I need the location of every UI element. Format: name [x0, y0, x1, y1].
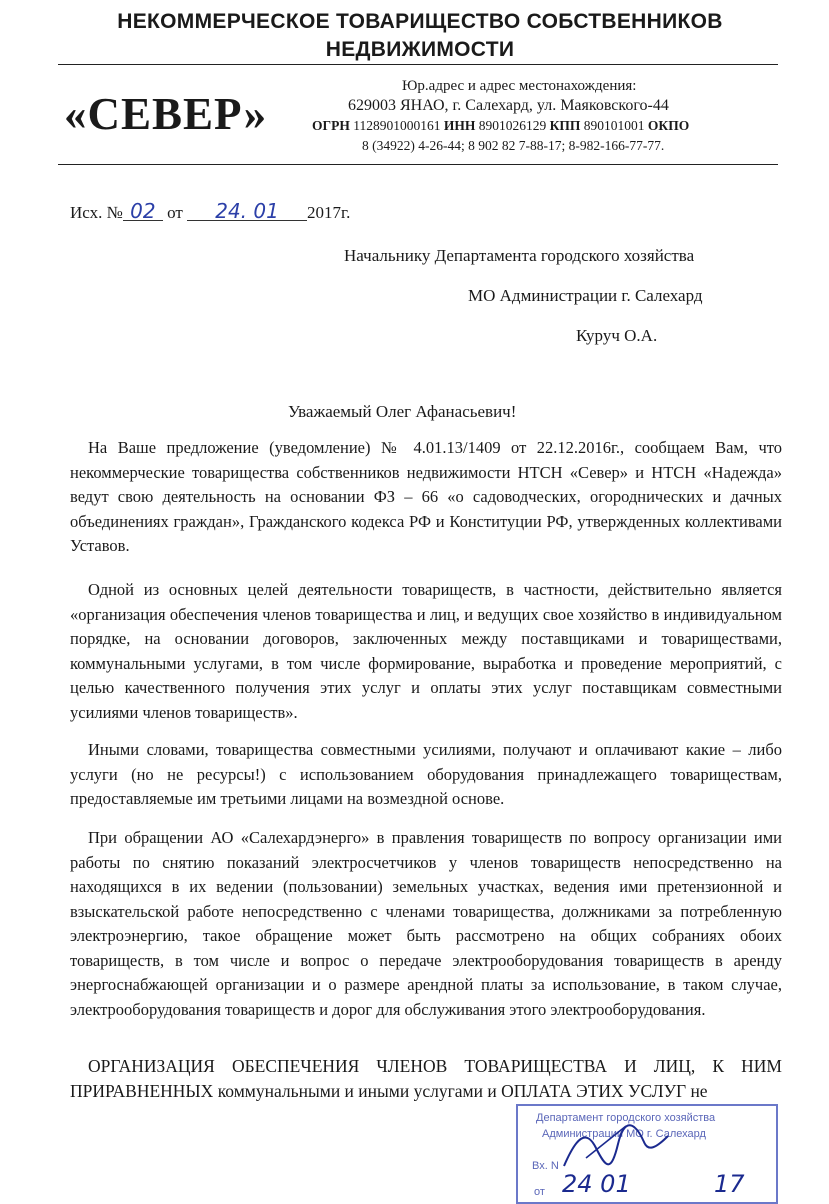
- address: 629003 ЯНАО, г. Салехард, ул. Маяковского-44: [348, 97, 669, 114]
- stamp-in-label: Вх. N: [532, 1160, 559, 1172]
- stamp-handwritten-year: 17: [714, 1170, 745, 1198]
- recipient-line1: Начальнику Департамента городского хозяйства: [344, 246, 695, 265]
- header-top-rule: [58, 64, 778, 65]
- paragraph-3: Иными словами, товарищества совместными усилиями, получают и оплачивают какие – либо услуги (но не ресурсы!) с использованием оборудования принадлежащего товариществам, предоставляемые им третьими лицами на возмездной основе.: [70, 740, 782, 808]
- outgoing-from-word: от: [167, 203, 183, 222]
- organization-logo: «СЕВЕР»: [64, 89, 268, 139]
- paragraph-4: При обращении АО «Салехардэнерго» в правления товариществ по вопросу организации ими работы по снятию показаний электросчетчиков у членов товариществ непосредственно на находящихся в их ведении (пользовании) земельных участках, ведения ими претензионной и взыскательской работе непосредственно с членами товарищества, должниками за потребленную электроэнергию, такое обращение может быть рассмотрено на общих собраниях обоих товариществ, в том числе и вопрос о передаче электрооборудования товариществ в аренду энергоснабжающей организации и о размере арендной платы за использование, в таком случае, электрооборудования товариществ и дорог для обслуживания этого электрооборудования.: [70, 828, 782, 1019]
- stamp-from-label: от: [534, 1186, 545, 1198]
- org-title-line2: НЕДВИЖИМОСТИ: [325, 38, 515, 61]
- address-label: Юр.адрес и адрес местонахождения:: [402, 78, 637, 94]
- recipient-line3: Куруч О.А.: [576, 326, 658, 345]
- stamp-line2: Администрации МО г. Салехард: [542, 1128, 706, 1140]
- organization-details: [312, 76, 732, 156]
- ogrn-value: 1128901000161: [353, 118, 441, 133]
- outgoing-number: 02: [123, 202, 163, 221]
- recipient-line2: МО Администрации г. Салехард: [468, 286, 703, 305]
- ogrn-label: ОГРН: [312, 118, 350, 133]
- phone-numbers: 8 (34922) 4-26-44; 8 902 82 7-88-17; 8-982-166-77-77.: [362, 138, 665, 153]
- outgoing-date: 24. 01: [187, 202, 307, 221]
- header-bottom-rule: [58, 164, 778, 165]
- outgoing-reference: [70, 199, 351, 223]
- okpo-label: ОКПО: [647, 118, 690, 133]
- paragraph-5: ОРГАНИЗАЦИЯ ОБЕСПЕЧЕНИЯ ЧЛЕНОВ ТОВАРИЩЕСТВА И ЛИЦ, К НИМ ПРИРАВНЕННЫХ коммунальными и иными услугами и ОПЛАТА ЭТИХ УСЛУГ не: [70, 1056, 782, 1101]
- greeting: Уважаемый Олег Афанасьевич!: [288, 402, 517, 421]
- outgoing-year: 2017г.: [307, 203, 351, 222]
- paragraph-2: Одной из основных целей деятельности товариществ, в частности, действительно является «организация обеспечения членов товарищества и лиц, и ведущих свое хозяйство в индивидуальном порядке, на основании договоров, заключенных между поставщиками и товариществами, коммунальными услугами, в том числе формирование, выработка и проведение мероприятий, с целью качественного получения этих услуг и оплаты этих услуг поставщикам совместными усилиями членов товариществ».: [70, 580, 782, 722]
- kpp-label: КПП: [549, 118, 581, 133]
- stamp-line1: Департамент городского хозяйства: [536, 1112, 716, 1124]
- paragraph-1: На Ваше предложение (уведомление) № 4.01.13/1409 от 22.12.2016г., сообщаем Вам, что некоммерческие товарищества собственников недвижимости НТСН «Север» и НТСН «Надежда» ведут свою деятельность на основании ФЗ – 66 «о садоводческих, огороднических и дачных объединениях граждан», Гражданского кодекса РФ и Конституции РФ, утвержденных коллективами Уставов.: [70, 438, 782, 555]
- registration-numbers: [312, 116, 732, 136]
- inn-value: 8901026129: [478, 118, 547, 133]
- outgoing-prefix: Исх. №: [70, 203, 123, 222]
- inn-label: ИНН: [443, 118, 476, 133]
- kpp-value: 890101001: [583, 118, 645, 133]
- org-title-line1: НЕКОММЕРЧЕСКОЕ ТОВАРИЩЕСТВО СОБСТВЕННИКОВ: [117, 10, 723, 33]
- organization-title: [40, 8, 800, 64]
- stamp-handwritten-date: 24 01: [562, 1170, 631, 1198]
- signature-icon: [556, 1118, 686, 1178]
